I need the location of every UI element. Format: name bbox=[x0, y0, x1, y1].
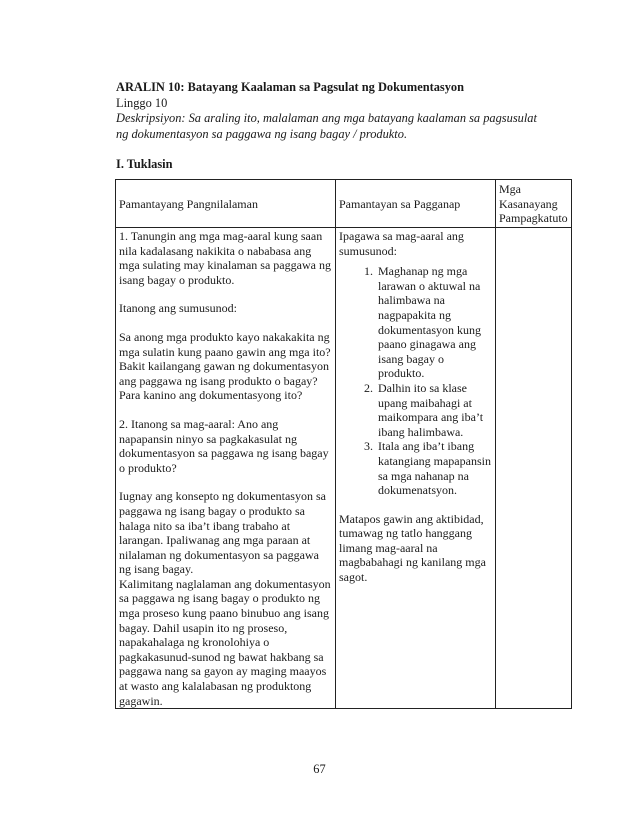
list-item: 2. Dalhin ito sa klase upang maibahagi at maikompara ang iba’t ibang halimbawa. bbox=[376, 381, 492, 439]
table-row bbox=[116, 228, 572, 709]
paragraph: Itanong ang sumusunod: bbox=[119, 301, 237, 316]
steps-list bbox=[339, 264, 492, 498]
header-mga-kasanayang-pampagkatuto: Mga Kasanayang Pampagkatuto bbox=[496, 180, 572, 228]
paragraph: Matapos gawin ang aktibidad, tumawag ng tatlo hanggang limang mag-aaral na magbabahagi ng kanilang mga sagot. bbox=[339, 511, 486, 585]
list-item: 1. Maghanap ng mga larawan o aktuwal na halimbawa na nagpapakita ng dokumentasyon kung paano ginagawa ang isang bagay o produkto. bbox=[376, 264, 492, 381]
page-number: 67 bbox=[313, 762, 326, 776]
lesson-title: ARALIN 10: Batayang Kaalaman sa Pagsulat ng Dokumentasyon bbox=[116, 80, 465, 94]
content-cell-pagganap bbox=[336, 228, 496, 709]
header-pamantayang-pangnilalaman: Pamantayang Pangnilalaman bbox=[116, 180, 336, 228]
table-header-row bbox=[116, 180, 572, 228]
lesson-table bbox=[115, 179, 572, 709]
paragraph: 2. Itanong sa mag-aaral: Ano ang napapansin ninyo sa pagkakasulat ng dokumentasyon sa paggawa ng isang bagay o produkto? bbox=[119, 416, 329, 475]
paragraph: 1. Tanungin ang mga mag-aaral kung saan nila kadalasang nakikita o nababasa ang mga sulating may kinalaman sa paggawa ng isang bagay o produkto. bbox=[119, 229, 331, 287]
paragraph: Iugnay ang konsepto ng dokumentasyon sa paggawa ng isang bagay o produkto sa halaga nito sa iba’t ibang trabaho at larangan. Ipaliwanag ang mga paraan at nilalaman ng dokumentasyon sa paggawa ng isang bagay. Kalimitang naglalaman ang dokumentasyon sa paggawa ng isang bagay o produkto ng mga proseso kung paano binubuo ang isang bagay. Dahil usapin ito ng proseso, napakahalaga ng kronolohiya o pagkakasunud-sunod ng bawat hakbang sa paggawa nang sa gayon ay maging maayos at wasto ang kalalabasan ng produktong gagawin. bbox=[119, 489, 331, 708]
section-title: I. Tuklasin bbox=[116, 157, 173, 171]
paragraph: Sa anong mga produkto kayo nakakakita ng mga sulatin kung paano gawin ang mga ito? Bakit kailangang gawan ng dokumentasyon ang paggawa ng isang produkto o bagay? Para kanino ang dokumentasyong ito? bbox=[119, 329, 331, 403]
paragraph: Ipagawa sa mag-aaral ang sumusunod: bbox=[339, 229, 464, 258]
lesson-week: Linggo 10 bbox=[116, 95, 168, 110]
content-cell-kasanayan bbox=[496, 228, 572, 709]
list-item: 3. Itala ang iba’t ibang katangiang mapapansin sa mga nahanap na dokumenatsyon. bbox=[376, 439, 492, 497]
header-pamantayan-sa-pagganap: Pamantayan sa Pagganap bbox=[336, 180, 496, 228]
lesson-description: Deskripsiyon: Sa araling ito, malalaman ang mga batayang kaalaman sa pagsusulat ng dokumentasyon sa paggawa ng isang bagay / produkto. bbox=[116, 111, 537, 141]
content-cell-pangnilalaman bbox=[116, 228, 336, 709]
lesson-heading bbox=[116, 80, 546, 142]
